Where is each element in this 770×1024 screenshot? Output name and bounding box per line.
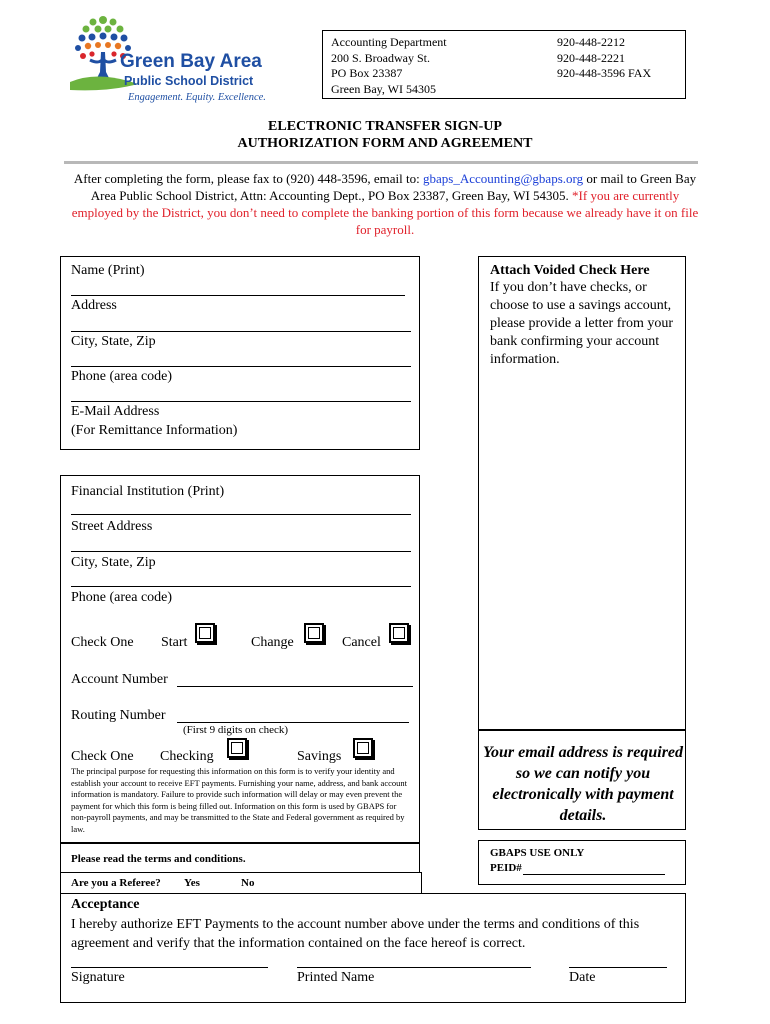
savings-checkbox[interactable] [353,738,373,758]
voided-check-box [478,256,686,730]
phone-2: 920-448-2221 [557,50,625,65]
district-logo [68,10,268,106]
street-label: Street Address [71,519,153,534]
institution-field[interactable] [71,514,411,515]
employee-note: *If you are currently employed by the District, you don’t need to complete the banking portion of this form because we already have it on file for payroll. [71,188,699,237]
change-label: Change [251,635,294,650]
account-type-label: Check One [71,749,134,764]
bank-info-box [60,475,420,843]
email-note-box [478,730,686,830]
check-one-label: Check One [71,635,134,650]
routing-number-label: Routing Number [71,708,166,723]
logo-name-line2: Public School District [124,74,254,88]
phone-field[interactable] [71,401,411,402]
name-label: Name (Print) [71,263,145,278]
phone-1: 920-448-2212 [557,35,625,49]
cancel-checkbox[interactable] [389,623,409,643]
title-divider [64,161,698,164]
address-line4: Green Bay, WI 54305 [331,81,436,96]
cancel-label: Cancel [342,635,381,650]
street-field[interactable] [71,551,411,552]
bank-city-label: City, State, Zip [71,555,156,570]
logo-name-line1: Green Bay Area [120,51,262,72]
change-checkbox[interactable] [304,623,324,643]
date-field[interactable] [569,967,667,968]
address-field[interactable] [71,331,411,332]
email-sublabel: (For Remittance Information) [71,423,238,438]
account-number-label: Account Number [71,672,168,687]
city-field[interactable] [71,366,411,367]
savings-label: Savings [297,749,342,764]
instructions [70,170,700,238]
logo-tagline: Engagement. Equity. Excellence. [128,92,266,103]
address-line3: PO Box 23387 [331,66,403,80]
printed-name-label: Printed Name [297,970,375,985]
address-line2: 200 S. Broadway St. [331,50,430,65]
referee-box [60,872,422,894]
voided-check-text: If you don’t have checks, or choose to use a savings account, please provide a letter from your bank confirming your account information. [490,280,674,367]
address-label: Address [71,298,117,313]
phone-label: Phone (area code) [71,369,173,384]
date-label: Date [569,970,596,985]
terms-text[interactable]: Please read the terms and conditions. [71,853,246,865]
name-field[interactable] [71,295,405,296]
address-box [322,30,686,99]
voided-check-heading: Attach Voided Check Here [490,263,650,278]
account-number-field[interactable] [177,686,413,687]
referee-question: Are you a Referee? [71,877,161,889]
bank-phone-label: Phone (area code) [71,590,173,605]
address-line1: Accounting Department [331,35,447,49]
peid-label: PEID# [490,862,522,874]
peid-field[interactable] [523,874,665,875]
signature-field[interactable] [71,967,268,968]
office-use-heading: GBAPS USE ONLY [490,847,585,859]
referee-no[interactable]: No [241,877,255,889]
start-label: Start [161,635,188,650]
institution-label: Financial Institution (Print) [71,484,225,499]
routing-number-field[interactable] [177,722,409,723]
email-label: E-Mail Address [71,404,160,419]
email-link[interactable]: gbaps_Accounting@gbaps.org [422,171,584,186]
printed-name-field[interactable] [297,967,531,968]
privacy-statement: The principal purpose for requesting this information on this form is to verify your identity and establish your account to receive EFT payments. Furnishing your name, address, and bank account information is mandatory. Failure to provide such information will delay or may even prevent the payment for which this form is being filled out. Information on this form is used by GBAPS for non-payroll payments, and may be transmitted to the State and Federal government as required by law. [71,766,407,834]
checking-checkbox[interactable] [227,738,247,758]
acceptance-heading: Acceptance [71,897,140,912]
terms-box [60,843,420,873]
start-checkbox[interactable] [195,623,215,643]
referee-yes[interactable]: Yes [184,877,200,889]
office-use-box [478,840,686,885]
fax-number: 920-448-3596 FAX [557,66,652,80]
acceptance-box [60,893,686,1003]
form-title-line1: ELECTRONIC TRANSFER SIGN-UP [268,119,502,134]
acceptance-text: I hereby authorize EFT Payments to the account number above under the terms and conditions of this agreement and verify that the information contained on the face hereof is correct. [71,917,640,951]
personal-info-box [60,256,420,450]
bank-city-field[interactable] [71,586,411,587]
form-title-line2: AUTHORIZATION FORM AND AGREEMENT [237,136,533,151]
instructions-part2: or mail to Green Bay Area Public School District, Attn: Accounting Dept., PO Box 23387, Green Bay, WI 54305. [90,171,697,203]
email-note-text: Your email address is required so we can notify you electronically with payment details. [483,744,684,824]
checking-label: Checking [160,749,214,764]
signature-label: Signature [71,970,125,985]
city-label: City, State, Zip [71,334,156,349]
instructions-part1: After completing the form, please fax to (920) 448-3596, email to: [73,171,423,186]
routing-hint: (First 9 digits on check) [183,724,289,736]
